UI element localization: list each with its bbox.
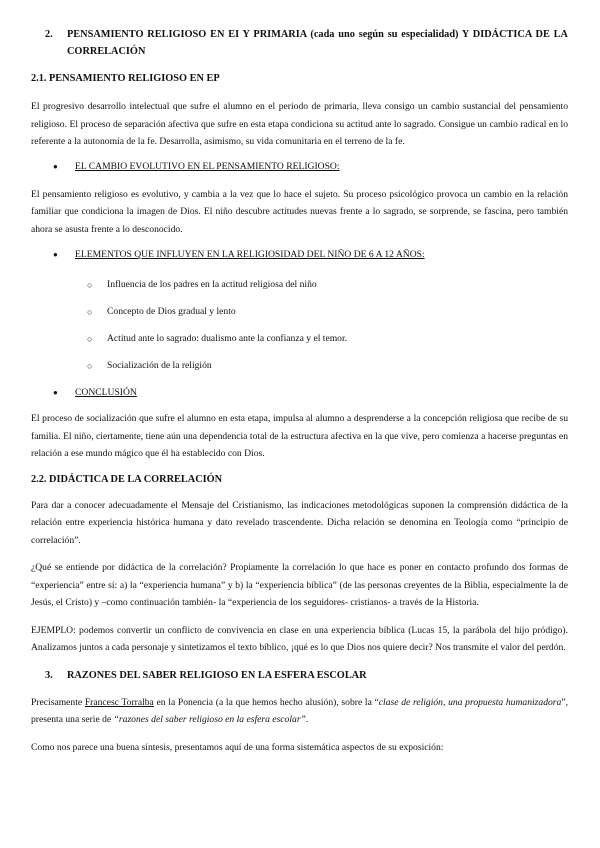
circle-bullet-icon: ○ xyxy=(87,280,93,290)
talk-title: clase de religión, una propuesta humanizadora xyxy=(378,696,562,708)
ejemplo-paragraph: EJEMPLO: podemos convertir un conflicto de convivencia en clase en una experiencia bíblica (Lucas 15, la parábola del hijo pródigo). Analizamos juntos a cada personaje y sintetizamos el texto bíblico, ¡qué es lo que Dios nos quiere decir? Nos transmite el valor del perdón. xyxy=(31,624,568,653)
section-title: PENSAMIENTO RELIGIOSO EN EI Y PRIMARIA (cada uno según su especialidad) Y DIDÁCTICA DE LA CORRELACIÓN xyxy=(67,29,568,57)
torralba-paragraph: Precisamente Francesc Torralba en la Ponencia (a la que hemos hecho alusión), sobre la “clase de religión, una propuesta humanizadora”, presenta una serie de “razones del saber religioso en la esfera escolar”. xyxy=(31,696,568,725)
list-item: ○ Influencia de los padres en la actitud religiosa del niño xyxy=(87,279,317,290)
intro-paragraph: El progresivo desarrollo intelectual que sufre el alumno en el periodo de primaria, lleva consigo un cambio sustancial del pensamiento religioso. El proceso de separación afectiva que sufre en esta etapa condiciona su actitud ante lo sagrado. Consigue un cambio radical en lo referente a la autonomía de la fe. Desarrolla, asimismo, su vida comunitaria en el terreno de la fe. xyxy=(31,101,568,147)
list-item: ○ Actitud ante lo sagrado: dualismo ante la confianza y el temor. xyxy=(87,333,348,344)
elementos-list xyxy=(87,278,568,373)
section-3-heading xyxy=(45,667,568,684)
circle-bullet-icon: ○ xyxy=(87,307,93,317)
circle-bullet-icon: ○ xyxy=(87,361,93,371)
subsection-2-2-heading: 2.2. DIDÁCTICA DE LA CORRELACIÓN xyxy=(31,473,223,485)
conclusion-paragraph: El proceso de socialización que sufre el alumno en esta etapa, impulsa al alumno a desprenderse a la concepción religiosa que recibe de su familia. El niño, ciertamente, tiene aún una dependencia total de la estructura afectiva en la que vive, pero comienza a hacerse preguntas en relación a ese mundo mágico que él ha establecido con Dios. xyxy=(31,413,568,459)
author-name: Francesc Torralba xyxy=(84,696,154,708)
section-title: RAZONES DEL SABER RELIGIOSO EN LA ESFERA ESCOLAR xyxy=(67,669,367,681)
quoted-phrase: “razones del saber religioso en la esfera escolar” xyxy=(113,714,306,725)
bullet-dot-icon: ● xyxy=(53,161,58,171)
didactica-paragraph: Para dar a conocer adecuadamente el Mensaje del Cristianismo, las indicaciones metodológicas suponen la comprensión didáctica de la relación entre experiencia histórica humana y dato revelado trascendente. Dicha relación se denomina en Teología como “principio de correlación”. xyxy=(31,499,568,546)
bullet-cambio-evolutivo xyxy=(53,160,568,174)
section-2-heading xyxy=(45,26,568,60)
list-item: ○ Concepto de Dios gradual y lento xyxy=(87,306,236,317)
bullet-dot-icon: ● xyxy=(53,388,58,397)
bullet-label: ELEMENTOS QUE INFLUYEN EN LA RELIGIOSIDAD DEL NIÑO DE 6 A 12 AÑOS: xyxy=(75,249,425,260)
subsection-2-1-heading: 2.1. PENSAMIENTO RELIGIOSO EN EP xyxy=(31,73,220,84)
list-item: ○ Socialización de la religión xyxy=(87,360,212,371)
pregunta-paragraph: ¿Qué se entiende por didáctica de la correlación? Propiamente la correlación lo que hace es poner en contacto profundo dos formas de “experiencia” entre sí: a) la “experiencia humana” y b) la “experiencia bíblica” (de las personas creyentes de la Biblia, especialmente la de Jesús, el Cristo) y –como continuación también- la “experiencia de los seguidores- cristianos- a través de la Historia. xyxy=(31,562,568,608)
section-number: 3. xyxy=(45,669,53,681)
cambio-paragraph: El pensamiento religioso es evolutivo, y cambia a la vez que lo hace el sujeto. Su proceso psicológico provoca un cambio en la relación familiar que condiciona la imagen de Dios. El niño descubre actitudes nuevas frente a lo sagrado, se sorprende, se fascina, pero también ahora se asusta frente a lo desconocido. xyxy=(31,188,568,235)
section-number: 2. xyxy=(45,29,53,40)
circle-bullet-icon: ○ xyxy=(87,334,93,344)
final-paragraph: Como nos parece una buena síntesis, presentamos aquí de una forma sistemática aspectos de su exposición: xyxy=(31,741,444,753)
bullet-conclusion xyxy=(53,386,568,400)
bullet-label: CONCLUSIÓN xyxy=(75,387,137,398)
bullet-dot-icon: ● xyxy=(53,250,58,259)
bullet-elementos xyxy=(53,248,568,262)
bullet-label: EL CAMBIO EVOLUTIVO EN EL PENSAMIENTO RELIGIOSO: xyxy=(75,160,340,172)
